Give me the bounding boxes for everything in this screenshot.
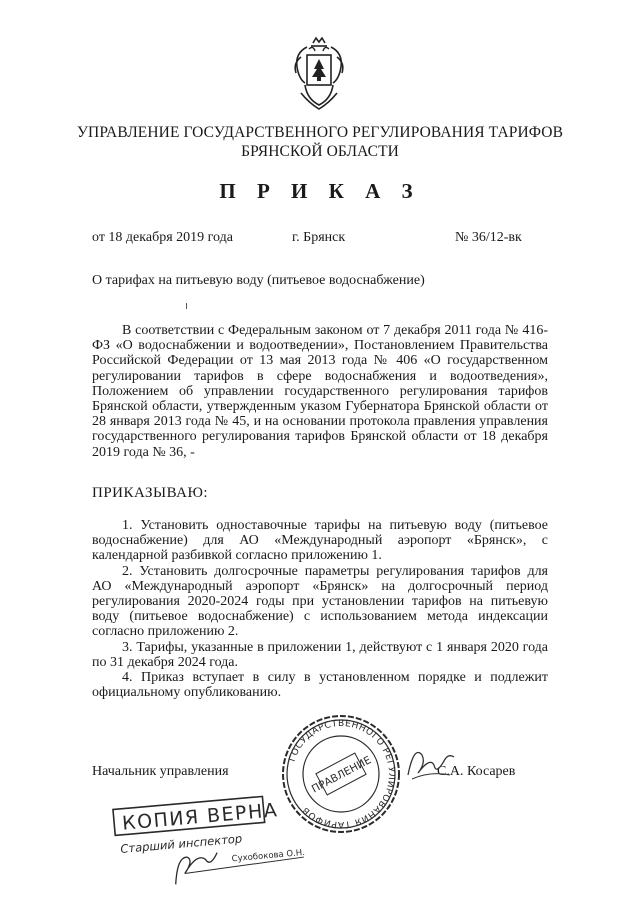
- stamp-ring-text: ГОСУДАРСТВЕННОГО РЕГУЛИРОВАНИЯ ТАРИФОВ: [287, 718, 397, 830]
- stamp-center-text: ПРАВЛЕНИЕ: [309, 754, 374, 796]
- organization-name-line1: УПРАВЛЕНИЕ ГОСУДАРСТВЕННОГО РЕГУЛИРОВАНИЯ ТАРИФОВ: [76, 124, 564, 141]
- document-type-title: П Р И К А З: [219, 179, 421, 203]
- document-number: № 36/12-вк: [455, 230, 522, 245]
- order-item-4: 4. Приказ вступает в силу в установленном порядке и подлежит официальному опубликованию.: [92, 670, 548, 701]
- stray-mark: [186, 303, 187, 309]
- signatory-name: С.А. Косарев: [437, 764, 516, 779]
- signatory-position: Начальник управления: [92, 764, 229, 779]
- order-word: ПРИКАЗЫВАЮ:: [92, 485, 209, 501]
- stamp-copy-title: КОПИЯ ВЕРНА: [121, 799, 280, 835]
- order-item-2: 2. Установить долгосрочные параметры регулирования тарифов для АО «Международный аэропорт «Брянск» на долгосрочный период регулирования 2020-2024 годы при установлении тарифов на питьевую воду (питьевое водоснабжение) с использованием метода индексации согласно приложению 2.: [92, 563, 548, 640]
- order-item-1: 1. Установить одноставочные тарифы на питьевую воду (питьевое водоснабжение) для АО «Международный аэропорт «Брянск», с календарной разбивкой согласно приложению 1.: [92, 518, 548, 564]
- preamble-paragraph: [92, 323, 548, 460]
- copy-certified-stamp: [112, 795, 312, 885]
- order-items-list: [92, 518, 548, 700]
- coat-of-arms-emblem: [287, 33, 351, 113]
- preamble-text: В соответствии с Федеральным законом от 7 декабря 2011 года № 416-ФЗ «О водоснабжении и водоотведении», Постановлением Правительства Российской Федерации от 13 мая 2013 года № 406 «О государственном регулировании тарифов в сфере водоснабжения и водоотведения», Положением об управлении государственного регулирования тарифов Брянской области, утвержденным указом Губернатора Брянской области от 28 января 2013 года № 45, и на основании протокола правления управления государственного регулирования тарифов Брянской области от 18 декабря 2019 года № 36, -: [92, 323, 548, 460]
- order-item-3: 3. Тарифы, указанные в приложении 1, действуют с 1 января 2020 года по 31 декабря 2024 года.: [92, 639, 548, 670]
- stamp-copy-role: Старший инспектор: [119, 831, 243, 856]
- document-subject: О тарифах на питьевую воду (питьевое водоснабжение): [92, 273, 425, 288]
- document-date: от 18 декабря 2019 года: [92, 230, 233, 245]
- stamp-copy-name: Сухобокова О.Н.: [231, 847, 306, 865]
- document-city: г. Брянск: [292, 230, 346, 245]
- organization-name-line2: БРЯНСКОЙ ОБЛАСТИ: [241, 143, 399, 160]
- handwritten-signature: [400, 735, 460, 790]
